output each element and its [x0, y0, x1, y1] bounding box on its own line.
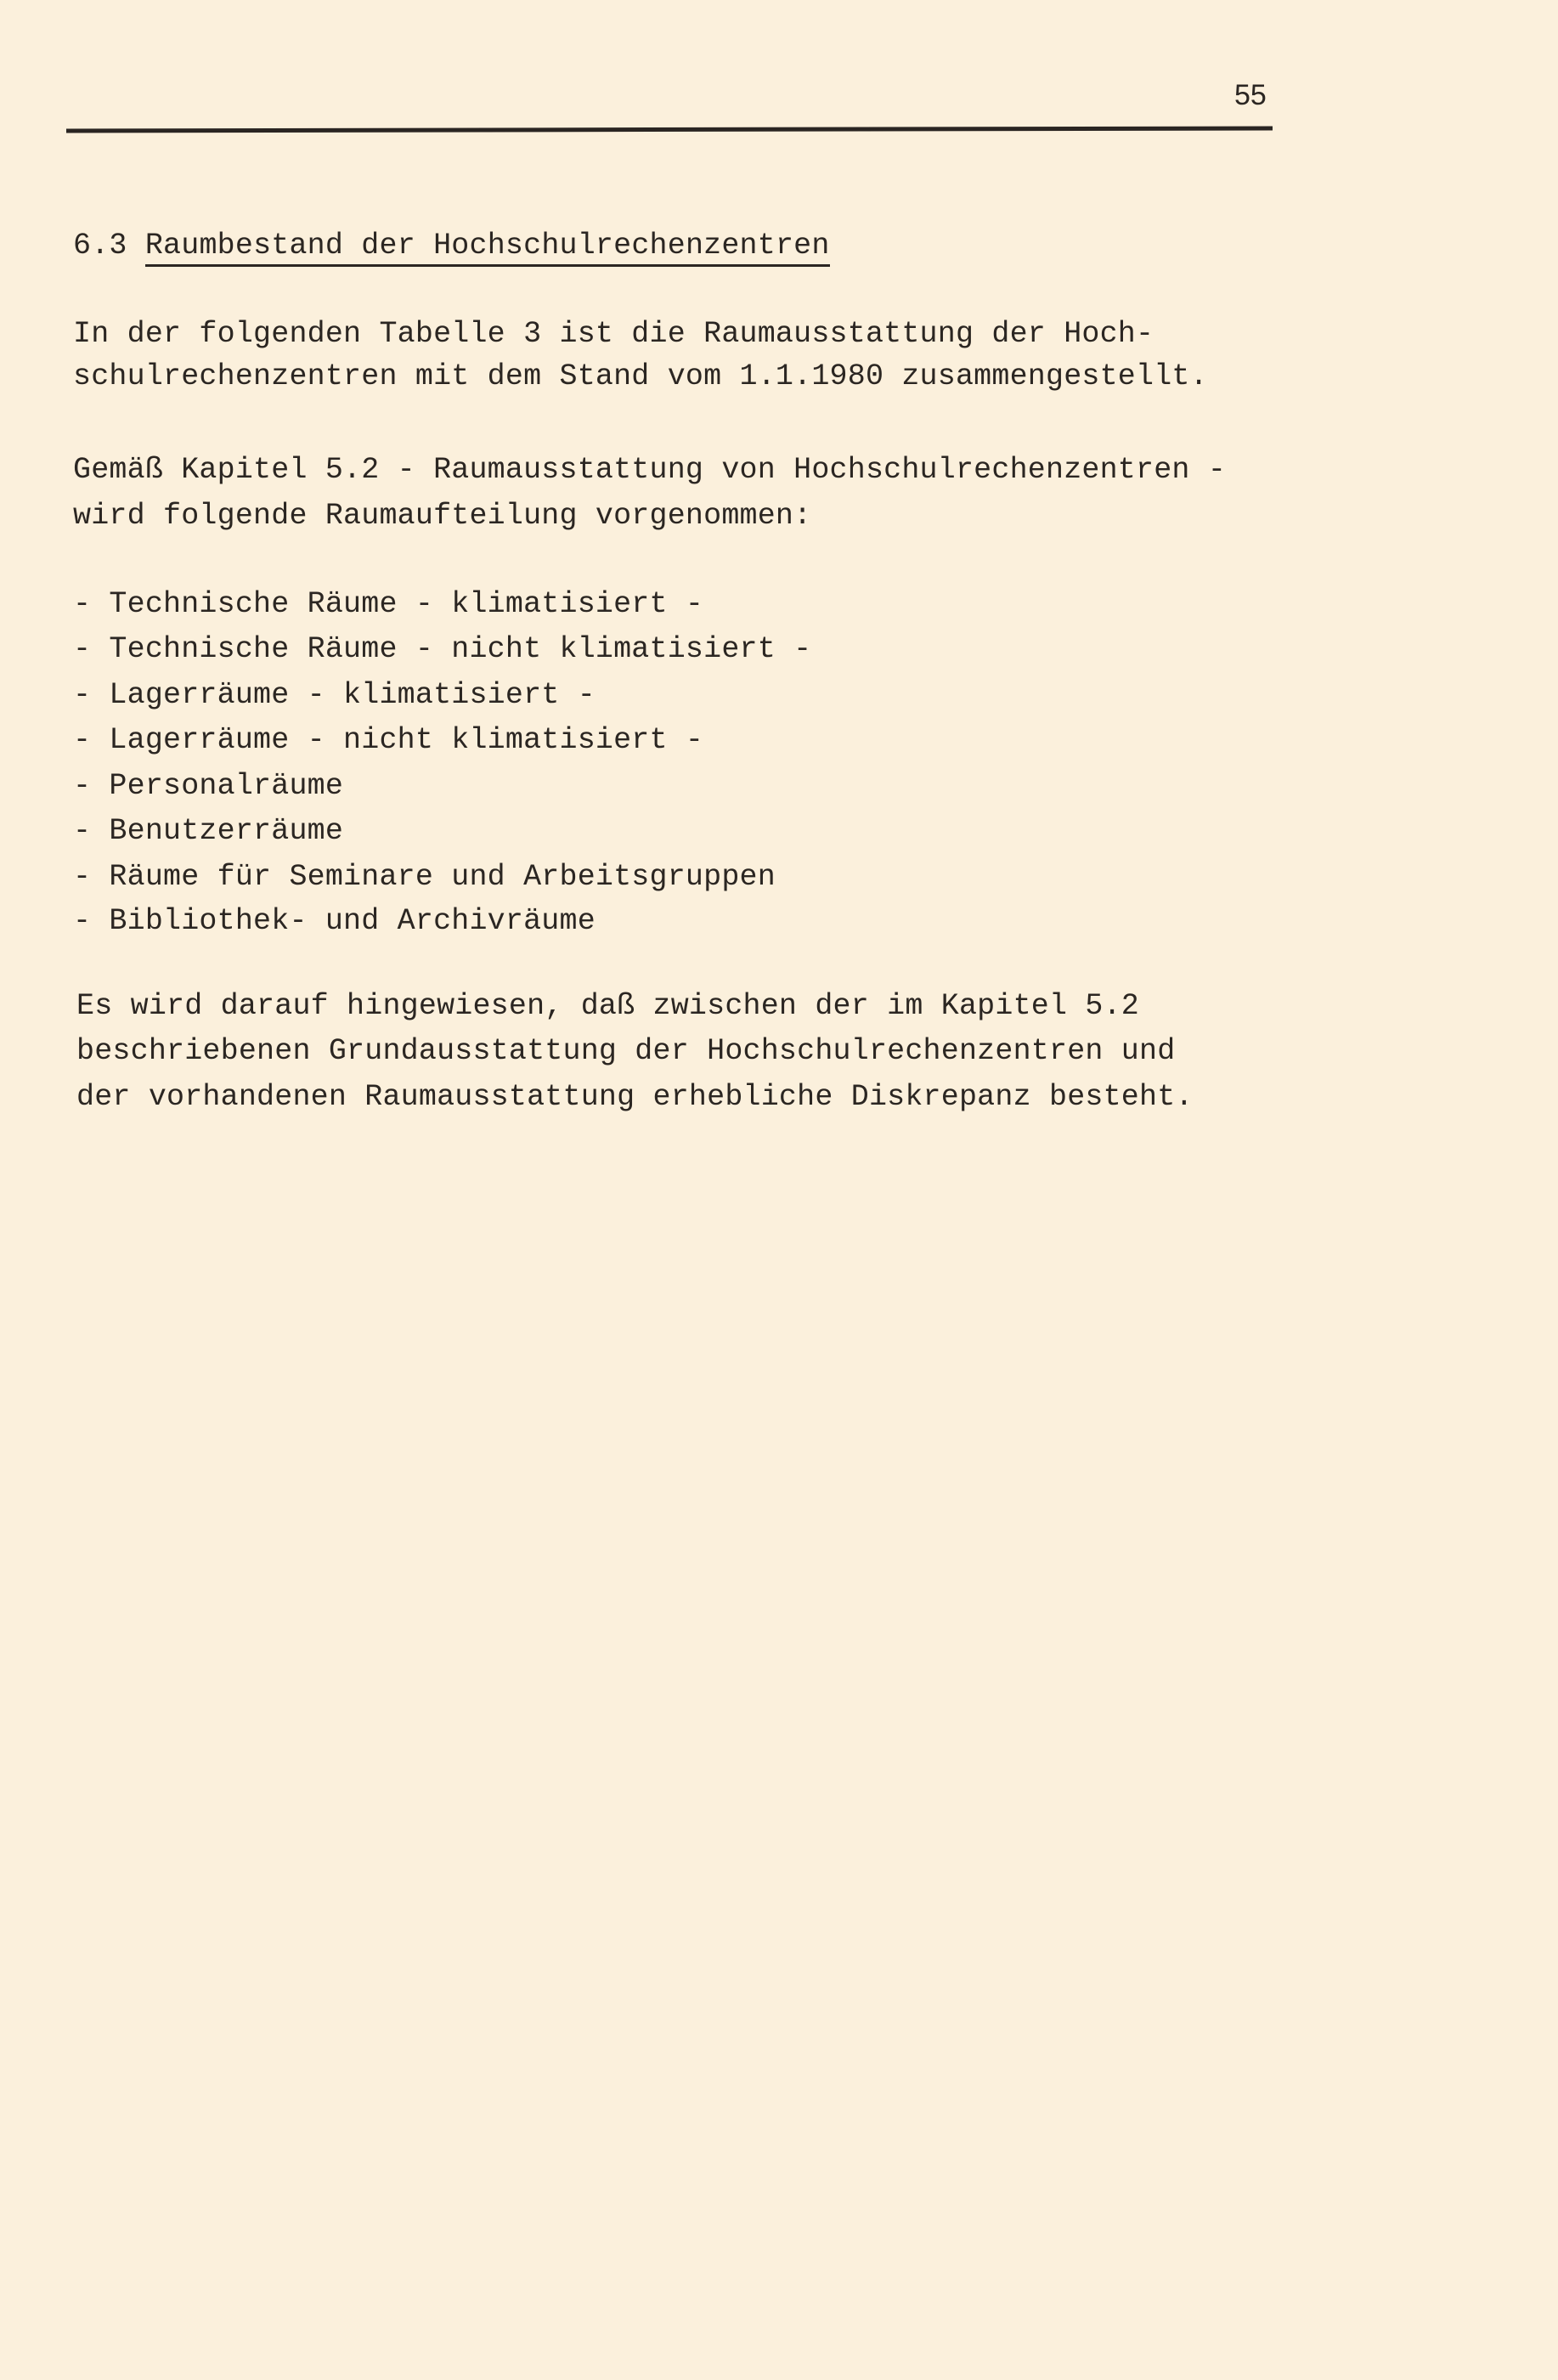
paragraph-2-line: Gemäß Kapitel 5.2 - Raumausstattung von Hochschulrechenzentren -	[73, 453, 1227, 487]
page-number: 55	[1234, 79, 1267, 111]
paragraph-1-line: In der folgenden Tabelle 3 ist die Raumausstattung der Hoch-	[73, 317, 1154, 351]
list-item: - Technische Räume - klimatisiert -	[73, 587, 704, 621]
paragraph-3-line: der vorhandenen Raumausstattung erhebliche Diskrepanz besteht.	[76, 1080, 1194, 1114]
list-item: - Bibliothek- und Archivräume	[73, 904, 596, 938]
paragraph-2-line: wird folgende Raumaufteilung vorgenommen:	[73, 499, 812, 533]
list-item: - Personalräume	[73, 769, 344, 803]
paragraph-1-line: schulrechenzentren mit dem Stand vom 1.1.1980 zusammengestellt.	[73, 359, 1208, 393]
list-item: - Technische Räume - nicht klimatisiert -	[73, 632, 812, 666]
paragraph-3-line: Es wird darauf hingewiesen, daß zwischen der im Kapitel 5.2	[76, 989, 1140, 1023]
list-item: - Benutzerräume	[73, 814, 344, 848]
paragraph-3-line: beschriebenen Grundausstattung der Hochschulrechenzentren und	[76, 1034, 1176, 1068]
list-item: - Lagerräume - klimatisiert -	[73, 678, 596, 712]
section-title: Raumbestand der Hochschulrechenzentren	[145, 229, 830, 267]
list-item: - Lagerräume - nicht klimatisiert -	[73, 723, 704, 757]
list-item: - Räume für Seminare und Arbeitsgruppen	[73, 860, 776, 894]
section-number: 6.3	[73, 229, 127, 263]
section-heading	[73, 231, 830, 261]
header-rule	[66, 127, 1273, 133]
